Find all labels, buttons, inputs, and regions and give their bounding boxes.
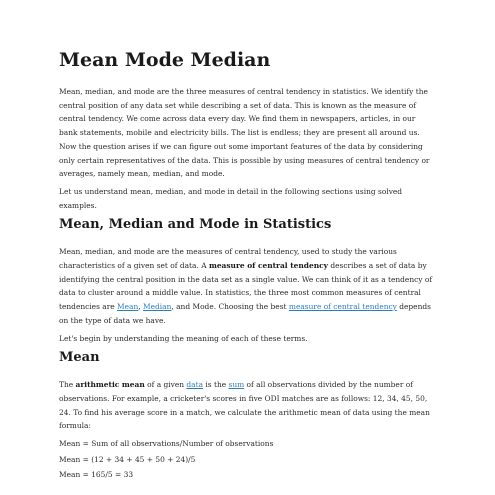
formula-line-2: Mean = (12 + 34 + 45 + 50 + 24)/5	[59, 454, 196, 464]
text-run: ,	[138, 302, 143, 312]
intro-paragraph: Mean, median, and mode are the three measures of central tendency in statistics. We identify the central position of any data set while describing a set of data. This is known as the measure of central tendency. We come across data every day. We find them in newspapers, articles, in our bank statements, mobile and electricity bills. The list is endless; they are present all around us. Now the question arises if we can figure out some important features of the data by considering only certain representatives of the data. This is possible by using measures of central tendency or averages, namely mean, median, and mode.	[59, 87, 430, 179]
text-run: , and Mode. Choosing the best	[171, 302, 289, 312]
text-run: of a given	[144, 380, 187, 390]
text-run: Mean, median, and mode are the measures of central tendency, used to study the various characteristics of a given set of data. A	[59, 247, 397, 271]
text-run: is the	[203, 380, 229, 390]
statistics-paragraph-2: Let's begin by understanding the meaning of each of these terms.	[59, 333, 308, 343]
formula-line-3: Mean = 165/5 = 33	[59, 470, 134, 480]
link-median[interactable]: Median	[143, 302, 172, 312]
mean-paragraph	[59, 378, 435, 433]
text-run: The	[59, 380, 76, 390]
text-run: depends on the type of data we have.	[59, 302, 431, 325]
link-sum[interactable]: sum	[228, 380, 245, 390]
link-data[interactable]: data	[186, 380, 204, 390]
section-heading-statistics: Mean, Median and Mode in Statistics	[59, 217, 332, 233]
bold-term-central-tendency: measure of central tendency	[208, 261, 328, 271]
bold-term-arithmetic-mean: arithmetic mean	[75, 380, 145, 390]
link-measure-of-central-tendency[interactable]: measure of central tendency	[288, 302, 397, 312]
section-heading-mean: Mean	[59, 350, 100, 366]
text-run: of all observations divided by the number of observations. For example, a cricketer's scores in five ODI matches are as follows: 12, 34, 45, 50, 24. To find his average score in a match, we calculate the arithmetic mean of data using the mean formula:	[59, 380, 430, 431]
article	[59, 48, 435, 484]
statistics-paragraph	[59, 245, 435, 327]
intro-paragraph-2: Let us understand mean, median, and mode in detail in the following sections using solved examples.	[59, 186, 403, 210]
link-mean[interactable]: Mean	[117, 302, 139, 312]
page-title: Mean Mode Median	[59, 49, 271, 71]
formula-line-1: Mean = Sum of all observations/Number of observations	[59, 439, 274, 449]
text-run: describes a set of data by identifying the central position in the data set as a single value. We can think of it as a tendency of data to cluster around a middle value. In statistics, the three most common measures of central tendencies are	[59, 261, 433, 312]
